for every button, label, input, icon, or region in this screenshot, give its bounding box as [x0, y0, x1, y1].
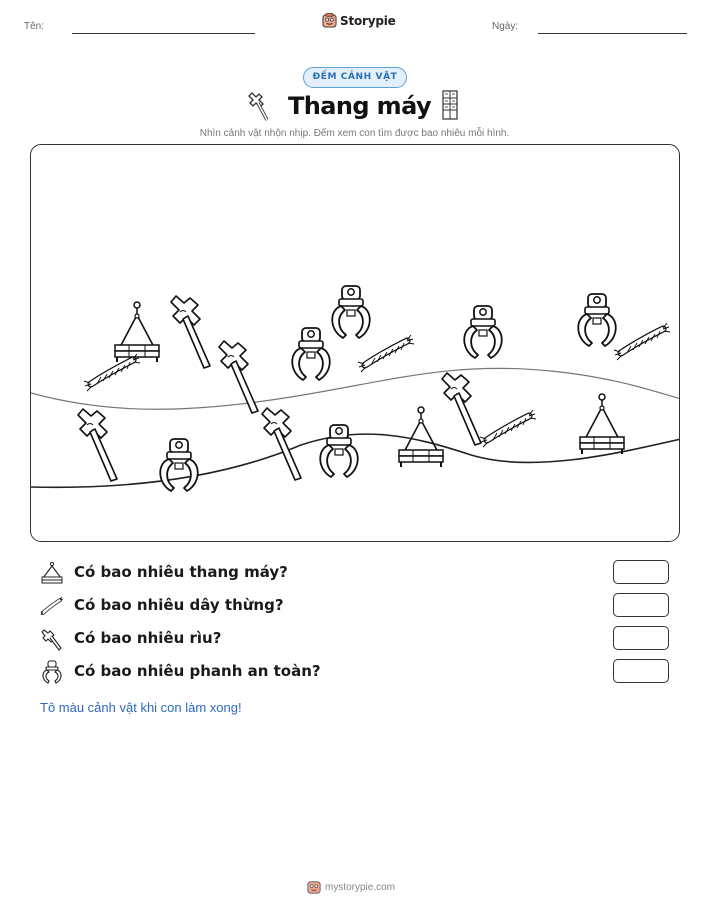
elevator-building-icon	[441, 90, 459, 120]
elevator-platform	[580, 394, 624, 454]
date-line[interactable]	[538, 33, 687, 34]
elevator-platform-icon	[40, 561, 64, 585]
question-axe: Có bao nhiêu rìu?	[74, 629, 222, 647]
title-row	[0, 90, 709, 126]
answer-box-rope[interactable]	[613, 593, 669, 617]
category-badge: ĐẾM CẢNH VẬT	[303, 67, 407, 88]
axe	[78, 409, 117, 481]
rope	[614, 323, 670, 360]
question-row	[40, 593, 680, 619]
rope	[480, 410, 536, 447]
footer	[307, 880, 395, 894]
storypie-logo-icon	[307, 880, 321, 894]
question-row	[40, 659, 680, 685]
axe	[442, 373, 481, 445]
question-brake: Có bao nhiêu phanh an toàn?	[74, 662, 321, 680]
safety-brake	[332, 286, 370, 338]
hill-line-back	[31, 368, 680, 409]
answer-box-axe[interactable]	[613, 626, 669, 650]
answer-box-elevator[interactable]	[613, 560, 669, 584]
rope	[358, 335, 414, 372]
axe-icon	[243, 90, 271, 122]
brand	[322, 13, 396, 28]
question-elevator: Có bao nhiêu thang máy?	[74, 563, 288, 581]
answer-box-brake[interactable]	[613, 659, 669, 683]
page-title: Thang máy	[288, 92, 431, 120]
question-row	[40, 560, 680, 586]
counting-scene	[30, 144, 680, 542]
safety-brake	[292, 328, 330, 380]
safety-brake-icon	[40, 660, 64, 684]
axe	[171, 296, 210, 368]
rope-icon	[40, 594, 64, 618]
safety-brake	[320, 425, 358, 477]
brand-name: Storypie	[340, 13, 396, 28]
safety-brake	[160, 439, 198, 491]
rope	[84, 354, 140, 391]
elevator-platform	[115, 302, 159, 362]
footer-url[interactable]: mystorypie.com	[325, 881, 396, 893]
question-row	[40, 626, 680, 652]
coloring-instruction: Tô màu cảnh vật khi con làm xong!	[40, 700, 242, 715]
storypie-logo-icon	[322, 13, 337, 28]
axe	[219, 341, 258, 413]
name-line[interactable]	[72, 33, 255, 34]
safety-brake	[464, 306, 502, 358]
question-rope: Có bao nhiêu dây thừng?	[74, 596, 284, 614]
instructions: Nhìn cảnh vật nhộn nhịp. Đếm xem con tìm được bao nhiêu mỗi hình.	[199, 128, 510, 139]
name-label: Tên:	[24, 21, 45, 32]
safety-brake	[578, 294, 616, 346]
axe-icon	[40, 627, 64, 651]
axe	[262, 408, 301, 480]
date-label: Ngày:	[492, 21, 519, 32]
